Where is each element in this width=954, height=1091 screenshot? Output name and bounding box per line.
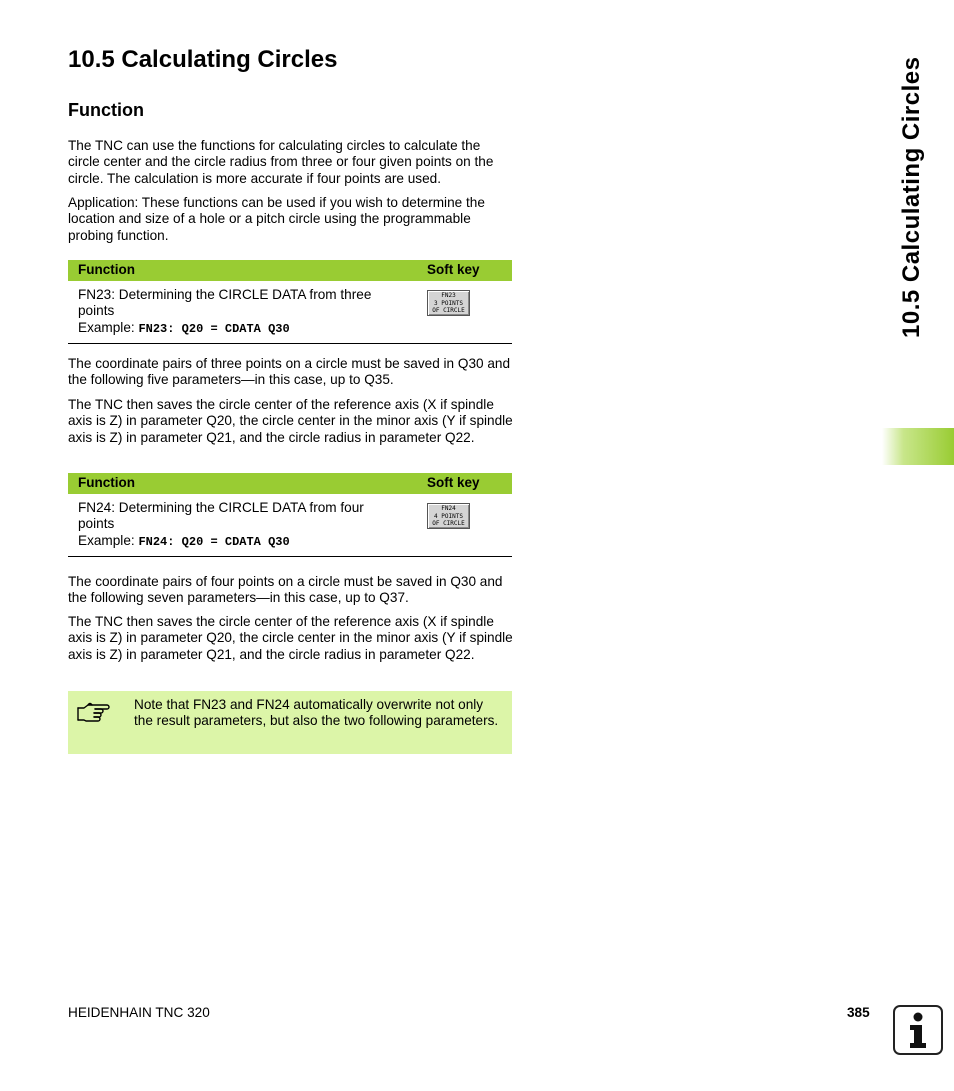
softkey-fn24-4-points-of-circle[interactable] [427,503,470,529]
section-heading: Function [68,100,144,120]
softkey-line: OF CIRCLE [432,520,465,527]
example-code: FN23: Q20 = CDATA Q30 [138,321,290,336]
column-header-softkey: Soft key [427,262,480,277]
table-header [68,473,512,494]
row-description: FN23: Determining the CIRCLE DATA from three points [78,287,372,319]
softkey-line: 3 POINTS [434,299,463,307]
note-text: Note that FN23 and FN24 automatically overwrite not only the result parameters, but also the two following parameters. [134,697,499,729]
column-header-softkey: Soft key [427,475,480,490]
softkey-fn23-3-points-of-circle[interactable] [427,290,470,316]
table-header [68,260,512,281]
pointing-hand-icon [76,699,110,727]
function-description [78,500,403,550]
function-table-fn23 [68,260,512,344]
example-label: Example: [78,532,135,548]
function-description [78,287,403,337]
footer-product: HEIDENHAIN TNC 320 [68,1005,210,1020]
note-box [68,691,512,754]
table-row [68,494,512,557]
softkey-line: 4 POINTS [434,512,463,520]
softkey-line: FN24 [441,505,456,512]
function-table-fn24 [68,473,512,557]
table-row [68,281,512,344]
softkey-line: FN23 [441,292,456,299]
column-header-function: Function [78,262,135,277]
page-title: 10.5 Calculating Circles [68,46,338,73]
page-number: 385 [847,1005,870,1020]
body-paragraph-5: The coordinate pairs of four points on a circle must be saved in Q30 and the following seven parameters—in this case, up to Q37. [68,574,503,606]
example-label: Example: [78,319,135,335]
side-chapter-label: 10.5 Calculating Circles [898,56,925,338]
body-paragraph-6: The TNC then saves the circle center of the reference axis (X if spindle axis is Z) in parameter Q20, the circle center in the minor axis (Y if spindle axis is Z) in parameter Q21, and the circle radius in parameter Q22. [68,614,513,662]
intro-paragraph-1: The TNC can use the functions for calculating circles to calculate the circle center and the circle radius from three or four given points on the circle. The calculation is more accurate if four points are used. [68,138,494,186]
info-icon [893,1005,943,1055]
info-glyph-icon [895,1007,941,1053]
body-paragraph-4: The TNC then saves the circle center of the reference axis (X if spindle axis is Z) in parameter Q20, the circle center in the minor axis (Y if spindle axis is Z) in parameter Q21, and the circle radius in parameter Q22. [68,397,513,445]
column-header-function: Function [78,475,135,490]
intro-paragraph-2: Application: These functions can be used if you wish to determine the location and size of a hole or a pitch circle using the programmable probing function. [68,195,485,243]
body-paragraph-3: The coordinate pairs of three points on a circle must be saved in Q30 and the following five parameters—in this case, up to Q35. [68,356,511,388]
row-description: FN24: Determining the CIRCLE DATA from four points [78,500,364,532]
softkey-line: OF CIRCLE [432,307,465,314]
chapter-tab-marker [882,428,954,465]
example-code: FN24: Q20 = CDATA Q30 [138,534,290,549]
